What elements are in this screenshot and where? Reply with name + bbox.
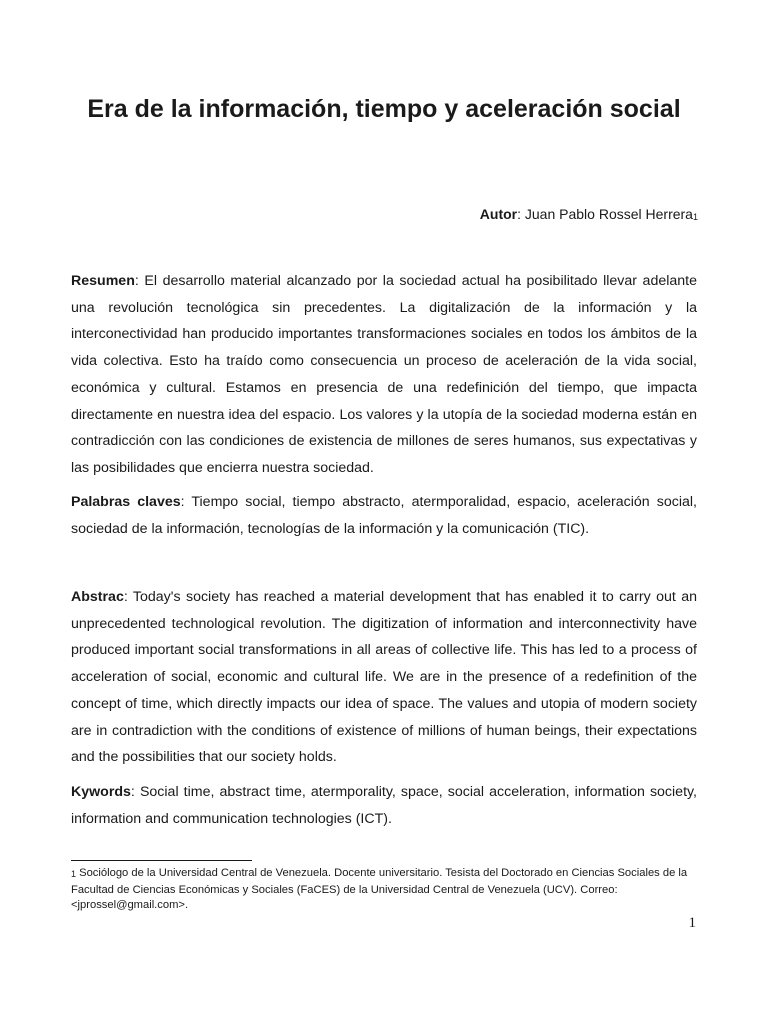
author-footnote-marker: 1 xyxy=(692,212,698,222)
page-number: 1 xyxy=(688,915,696,931)
paper-title: Era de la información, tiempo y aceleración social xyxy=(87,95,681,123)
resumen-paragraph xyxy=(71,268,697,482)
resumen-label: Resumen xyxy=(71,273,135,289)
keywords-paragraph xyxy=(71,779,697,832)
author-label: Autor xyxy=(479,206,518,222)
author-separator: : xyxy=(517,206,525,222)
abstract-label: Abstrac xyxy=(71,589,124,605)
abstract-paragraph xyxy=(71,584,697,771)
palabras-claves-text: : Tiempo social, tiempo abstracto, atermporalidad, espacio, aceleración social, sociedad de la información, tecnologías de la información y la comunicación (TIC). xyxy=(71,494,697,537)
resumen-text: : El desarrollo material alcanzado por la sociedad actual ha posibilitado llevar adelante una revolución tecnológica sin precedentes. La digitalización de la información y la interconectividad han producido importantes transformaciones sociales en todos los ámbitos de la vida colectiva. Esto ha traído como consecuencia un proceso de aceleración de la vida social, económica y cultural. Estamos en presencia de una redefinición del tiempo, que impacta directamente en nuestra idea del espacio. Los valores y la utopía de la sociedad moderna están en contradicción con las condiciones de existencia de millones de seres humanos, sus expectativas y las posibilidades que encierra nuestra sociedad. xyxy=(71,273,697,476)
author-line xyxy=(480,204,698,227)
palabras-claves-paragraph xyxy=(71,489,697,542)
keywords-text: : Social time, abstract time, atermporality, space, social acceleration, information society, information and communication technologies (ICT). xyxy=(71,784,697,827)
footnote-text: Sociólogo de la Universidad Central de Venezuela. Docente universitario. Tesista del Doctorado en Ciencias Sociales de la Facultad de Ciencias Económicas y Sociales (FaCES) de la Universidad Central de Venezuela (UCV). Correo: <jprossel@gmail.com>. xyxy=(71,867,688,911)
footnote-marker: 1 xyxy=(71,869,77,879)
author-name: Juan Pablo Rossel Herrera xyxy=(524,206,693,222)
footnote-separator xyxy=(71,860,252,861)
keywords-label: Kywords xyxy=(71,784,131,800)
footnote xyxy=(71,866,697,914)
palabras-claves-label: Palabras claves xyxy=(71,494,181,510)
abstract-text: : Today's society has reached a material development that has enabled it to carry out an unprecedented technological revolution. The digitization of information and interconnectivity have produced important social transformations in all areas of collective life. This has led to a process of acceleration of social, economic and cultural life. We are in the presence of a redefinition of the concept of time, which directly impacts our idea of space. The values and utopia of modern society are in contradiction with the conditions of existence of millions of human beings, their expectations and the possibilities that our society holds. xyxy=(71,589,697,766)
